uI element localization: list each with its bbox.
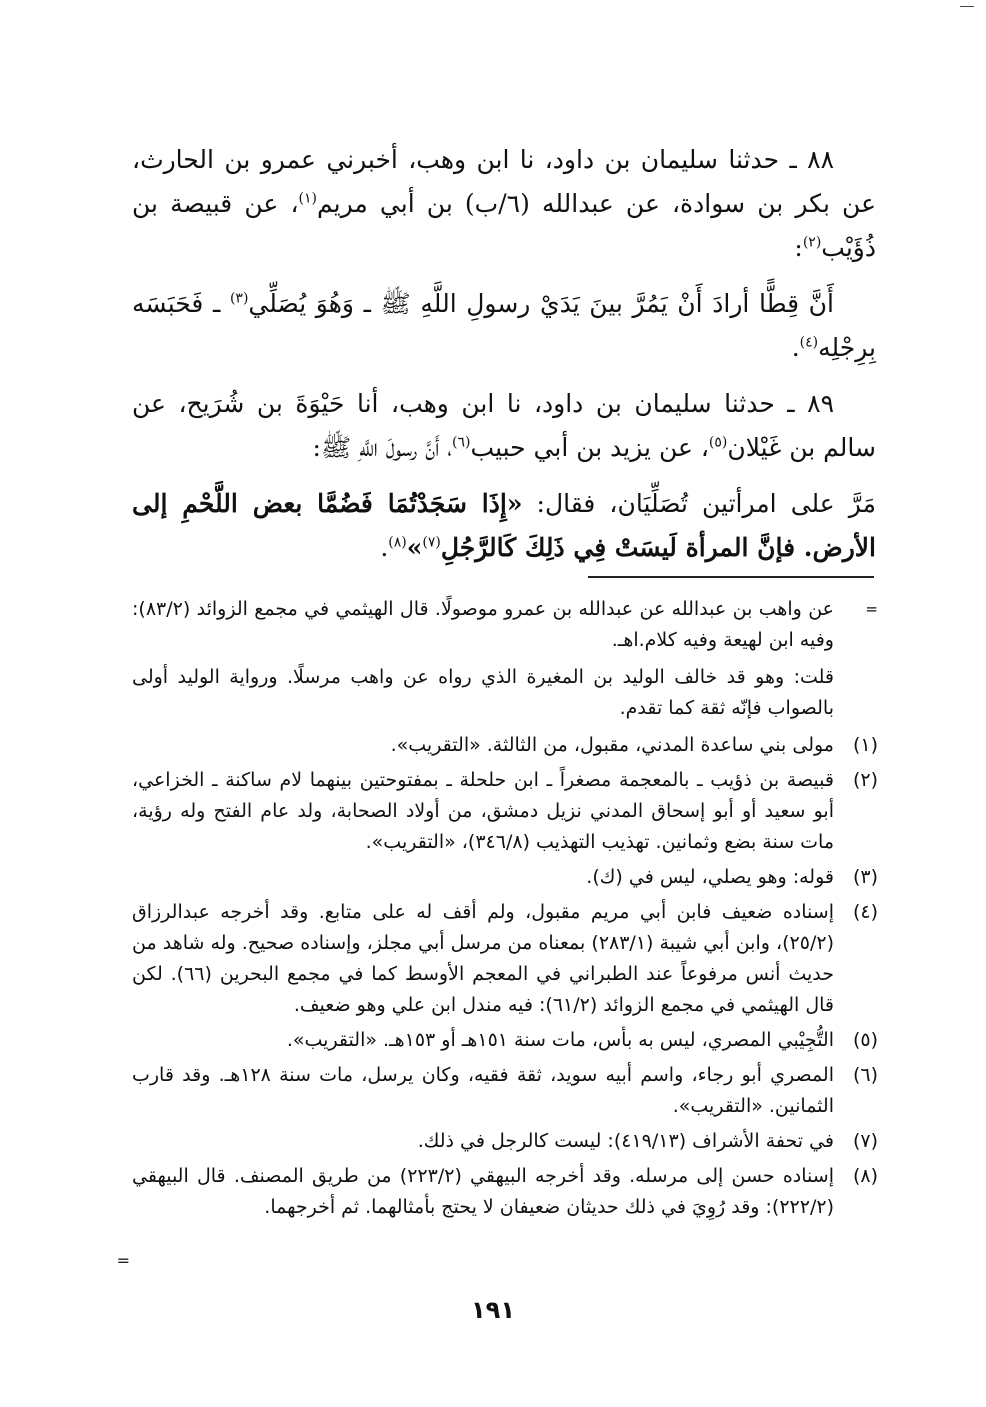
footnote-1 — [132, 730, 878, 761]
footnote-number: (٢) — [852, 769, 878, 791]
footnote-separator — [588, 576, 874, 578]
hadith-89-mid: ، عن يزيد بن أبي حبيب — [470, 433, 709, 462]
footnote-ref-8[interactable]: (٨) — [388, 534, 407, 551]
footnotes — [132, 594, 878, 1227]
hadith-88-matn-b: ـ فَحَبَسَه بِرِجْلِه — [132, 289, 876, 362]
footnote-number: (٦) — [852, 1064, 878, 1086]
footnote-ref-3[interactable]: (٣) — [229, 290, 249, 307]
continuation-marker: = — [865, 600, 878, 618]
footnote-continuation — [132, 594, 878, 656]
footnote-text: قبيصة بن ذؤيب ـ بالمعجمة مصغراً ـ ابن حلحلة ـ بمفتوحتين بينهما لام ساكنة ـ الخزاعي، أبو سعيد أو أبو إسحاق المدني نزيل دمشق، من أولاد الصحابة، ولد عام الفتح وله رؤية، مات سنة بضع وثمانين. تهذيب التهذيب (٣٤٦/٨)، «التقريب». — [132, 769, 834, 853]
hadith-89-isnad — [132, 382, 876, 470]
footnote-continuation-2 — [132, 662, 878, 724]
main-text — [132, 138, 876, 582]
hadith-89-matn-end: . — [380, 533, 389, 562]
page-number: ١٩١ — [471, 1296, 515, 1324]
hadith-89-matn-a: مَرَّ على امرأتين تُصَلِّيَان، فقال: — [522, 489, 876, 518]
footnote-5 — [132, 1025, 878, 1056]
footnote-ref-7[interactable]: (٧) — [422, 534, 441, 551]
footnote-number: (٥) — [852, 1029, 878, 1051]
continuation-line-2: قلت: وهو قد خالف الوليد بن المغيرة الذي رواه عن واهب مرسلًا. ورواية الوليد أولى بالصواب فإنّه ثقة كما تقدم. — [132, 666, 834, 719]
footnote-4 — [132, 897, 878, 1021]
footnote-text: مولى بني ساعدة المدني، مقبول، من الثالثة. «التقريب». — [390, 734, 834, 756]
footnote-text: إسناده حسن إلى مرسله. وقد أخرجه البيهقي (٢٢٣/٢) من طريق المصنف. قال البيهقي (٢٢٢/٢): وقد رُوِيَ في ذلك حديثان ضعيفان لا يحتج بأمثالهما. ثم أخرجهما. — [132, 1165, 834, 1218]
continuation-text — [132, 594, 834, 656]
hadith-89-end: ، أَنَّ رسولَ اللَّهِ ﷺ: — [312, 433, 453, 462]
footnote-ref-5[interactable]: (٥) — [708, 434, 728, 451]
footnote-ref-4[interactable]: (٤) — [799, 334, 819, 351]
footnote-8 — [132, 1161, 878, 1223]
footnote-7 — [132, 1126, 878, 1157]
footnote-6 — [132, 1060, 878, 1122]
continuation-line-1: عن واهب بن عبدالله عن عبدالله بن عمرو موصولًا. قال الهيثمي في مجمع الزوائد (٨٣/٢): وفيه ابن لهيعة وفيه كلام.اهـ. — [132, 598, 834, 651]
hadith-88-matn-end: . — [791, 333, 800, 362]
corner-scan-mark — [960, 6, 974, 7]
hadith-89-matn-bold: «إِذَا سَجَدْتُمَا فَضُمَّا بعض اللَّحْمِ إلى الأرض. فإنَّ المرأة لَيسَتْ فِي ذَلِكَ كَالرَّجُلِ — [132, 489, 876, 562]
footnote-number: (٣) — [852, 866, 878, 888]
hadith-88-mid: ، عن قبيصة بن ذُؤَيْب — [132, 189, 876, 262]
hadith-89-intro: ٨٩ ـ حدثنا سليمان بن داود، نا ابن وهب، أنا حَيْوَةَ بن شُرَيح، عن سالم بن غَيْلان — [132, 389, 876, 462]
footnote-number: (٧) — [852, 1130, 878, 1152]
footnote-ref-2[interactable]: (٢) — [802, 234, 822, 251]
footnote-3 — [132, 862, 878, 893]
footnote-text: التُّجِيْبي المصري، ليس به بأس، مات سنة ١٥١هـ أو ١٥٣هـ. «التقريب». — [286, 1029, 834, 1051]
footnote-text: في تحفة الأشراف (٤١٩/١٣): ليست كالرجل في ذلك. — [417, 1130, 834, 1152]
hadith-89-close-quote: » — [406, 533, 423, 562]
hadith-88-isnad — [132, 138, 876, 270]
footnote-number: (٨) — [852, 1165, 878, 1187]
footnote-text: المصري أبو رجاء، واسم أبيه سويد، ثقة فقيه، وكان يرسل، مات سنة ١٢٨هـ. وقد قارب الثمانين. «التقريب». — [132, 1064, 834, 1117]
hadith-89-matn — [132, 482, 876, 570]
hadith-88-matn — [132, 282, 876, 370]
hadith-88-matn-a: أَنَّ قِطًّا أرادَ أَنْ يَمُرَّ بينَ يَدَيْ رسولِ اللَّهِ ﷺ ـ وَهُوَ يُصَلِّي — [248, 289, 834, 318]
footnote-number: (٤) — [852, 901, 878, 923]
hadith-88-end: : — [794, 233, 803, 262]
footnote-ref-1[interactable]: (١) — [298, 190, 317, 207]
footnote-text: قوله: وهو يصلي، ليس في (ك). — [586, 866, 834, 888]
continuation-side-marker: = — [116, 1251, 130, 1270]
hadith-88-intro: ٨٨ ـ حدثنا سليمان بن داود، نا ابن وهب، أخبرني عمرو بن الحارث، عن بكر بن سوادة، عن عبدالله (٦/ب) بن أبي مريم — [132, 145, 876, 218]
footnote-text: إسناده ضعيف فابن أبي مريم مقبول، ولم أقف له على متابع. وقد أخرجه عبدالرزاق (٢٥/٢)، وابن أبي شيبة (٢٨٣/١) بمعناه من مرسل أبي مجلز، وإسناده صحيح. وله شاهد من حديث أنس مرفوعاً عند الطبراني في المعجم الأوسط كما في مجمع البحرين (٦٦). لكن قال الهيثمي في مجمع الزوائد (٦١/٢): فيه مندل ابن علي وهو ضعيف. — [132, 901, 834, 1016]
footnote-2 — [132, 765, 878, 858]
footnote-number: (١) — [852, 734, 878, 756]
footnote-ref-6[interactable]: (٦) — [452, 434, 471, 451]
